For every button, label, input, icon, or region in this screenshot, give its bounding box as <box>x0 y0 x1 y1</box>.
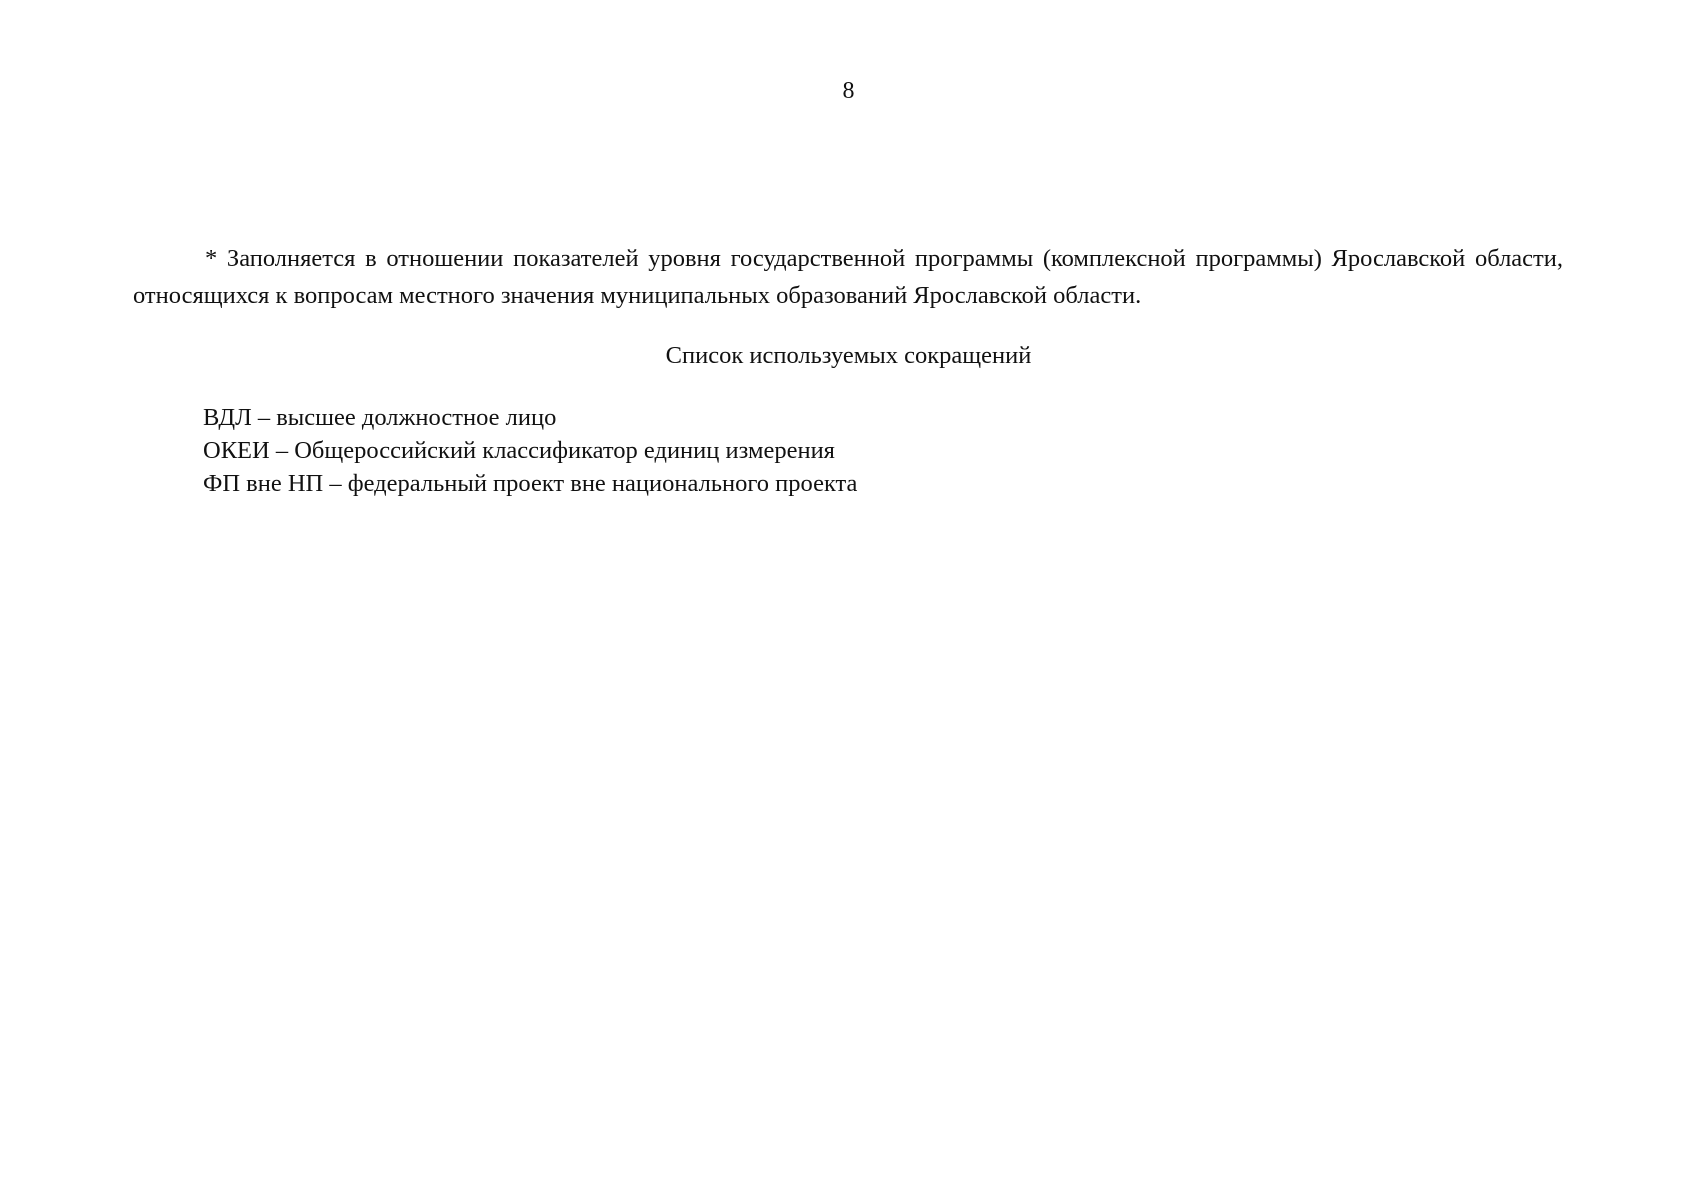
footnote-text: * Заполняется в отношении показателей уровня государственной программы (комплексной программы) Ярославской области, относящихся к вопросам местного значения муниципальных образований Ярославской области. <box>133 245 1563 309</box>
abbreviations-title: Список используемых сокращений <box>665 342 1032 369</box>
abbreviation-item: ВДЛ – высшее должностное лицо <box>203 404 557 431</box>
abbreviation-item: ФП вне НП – федеральный проект вне национального проекта <box>203 470 858 497</box>
page-number: 8 <box>842 78 855 104</box>
abbreviation-item: ОКЕИ – Общероссийский классификатор единиц измерения <box>203 437 835 464</box>
abbreviations-list <box>203 401 857 500</box>
